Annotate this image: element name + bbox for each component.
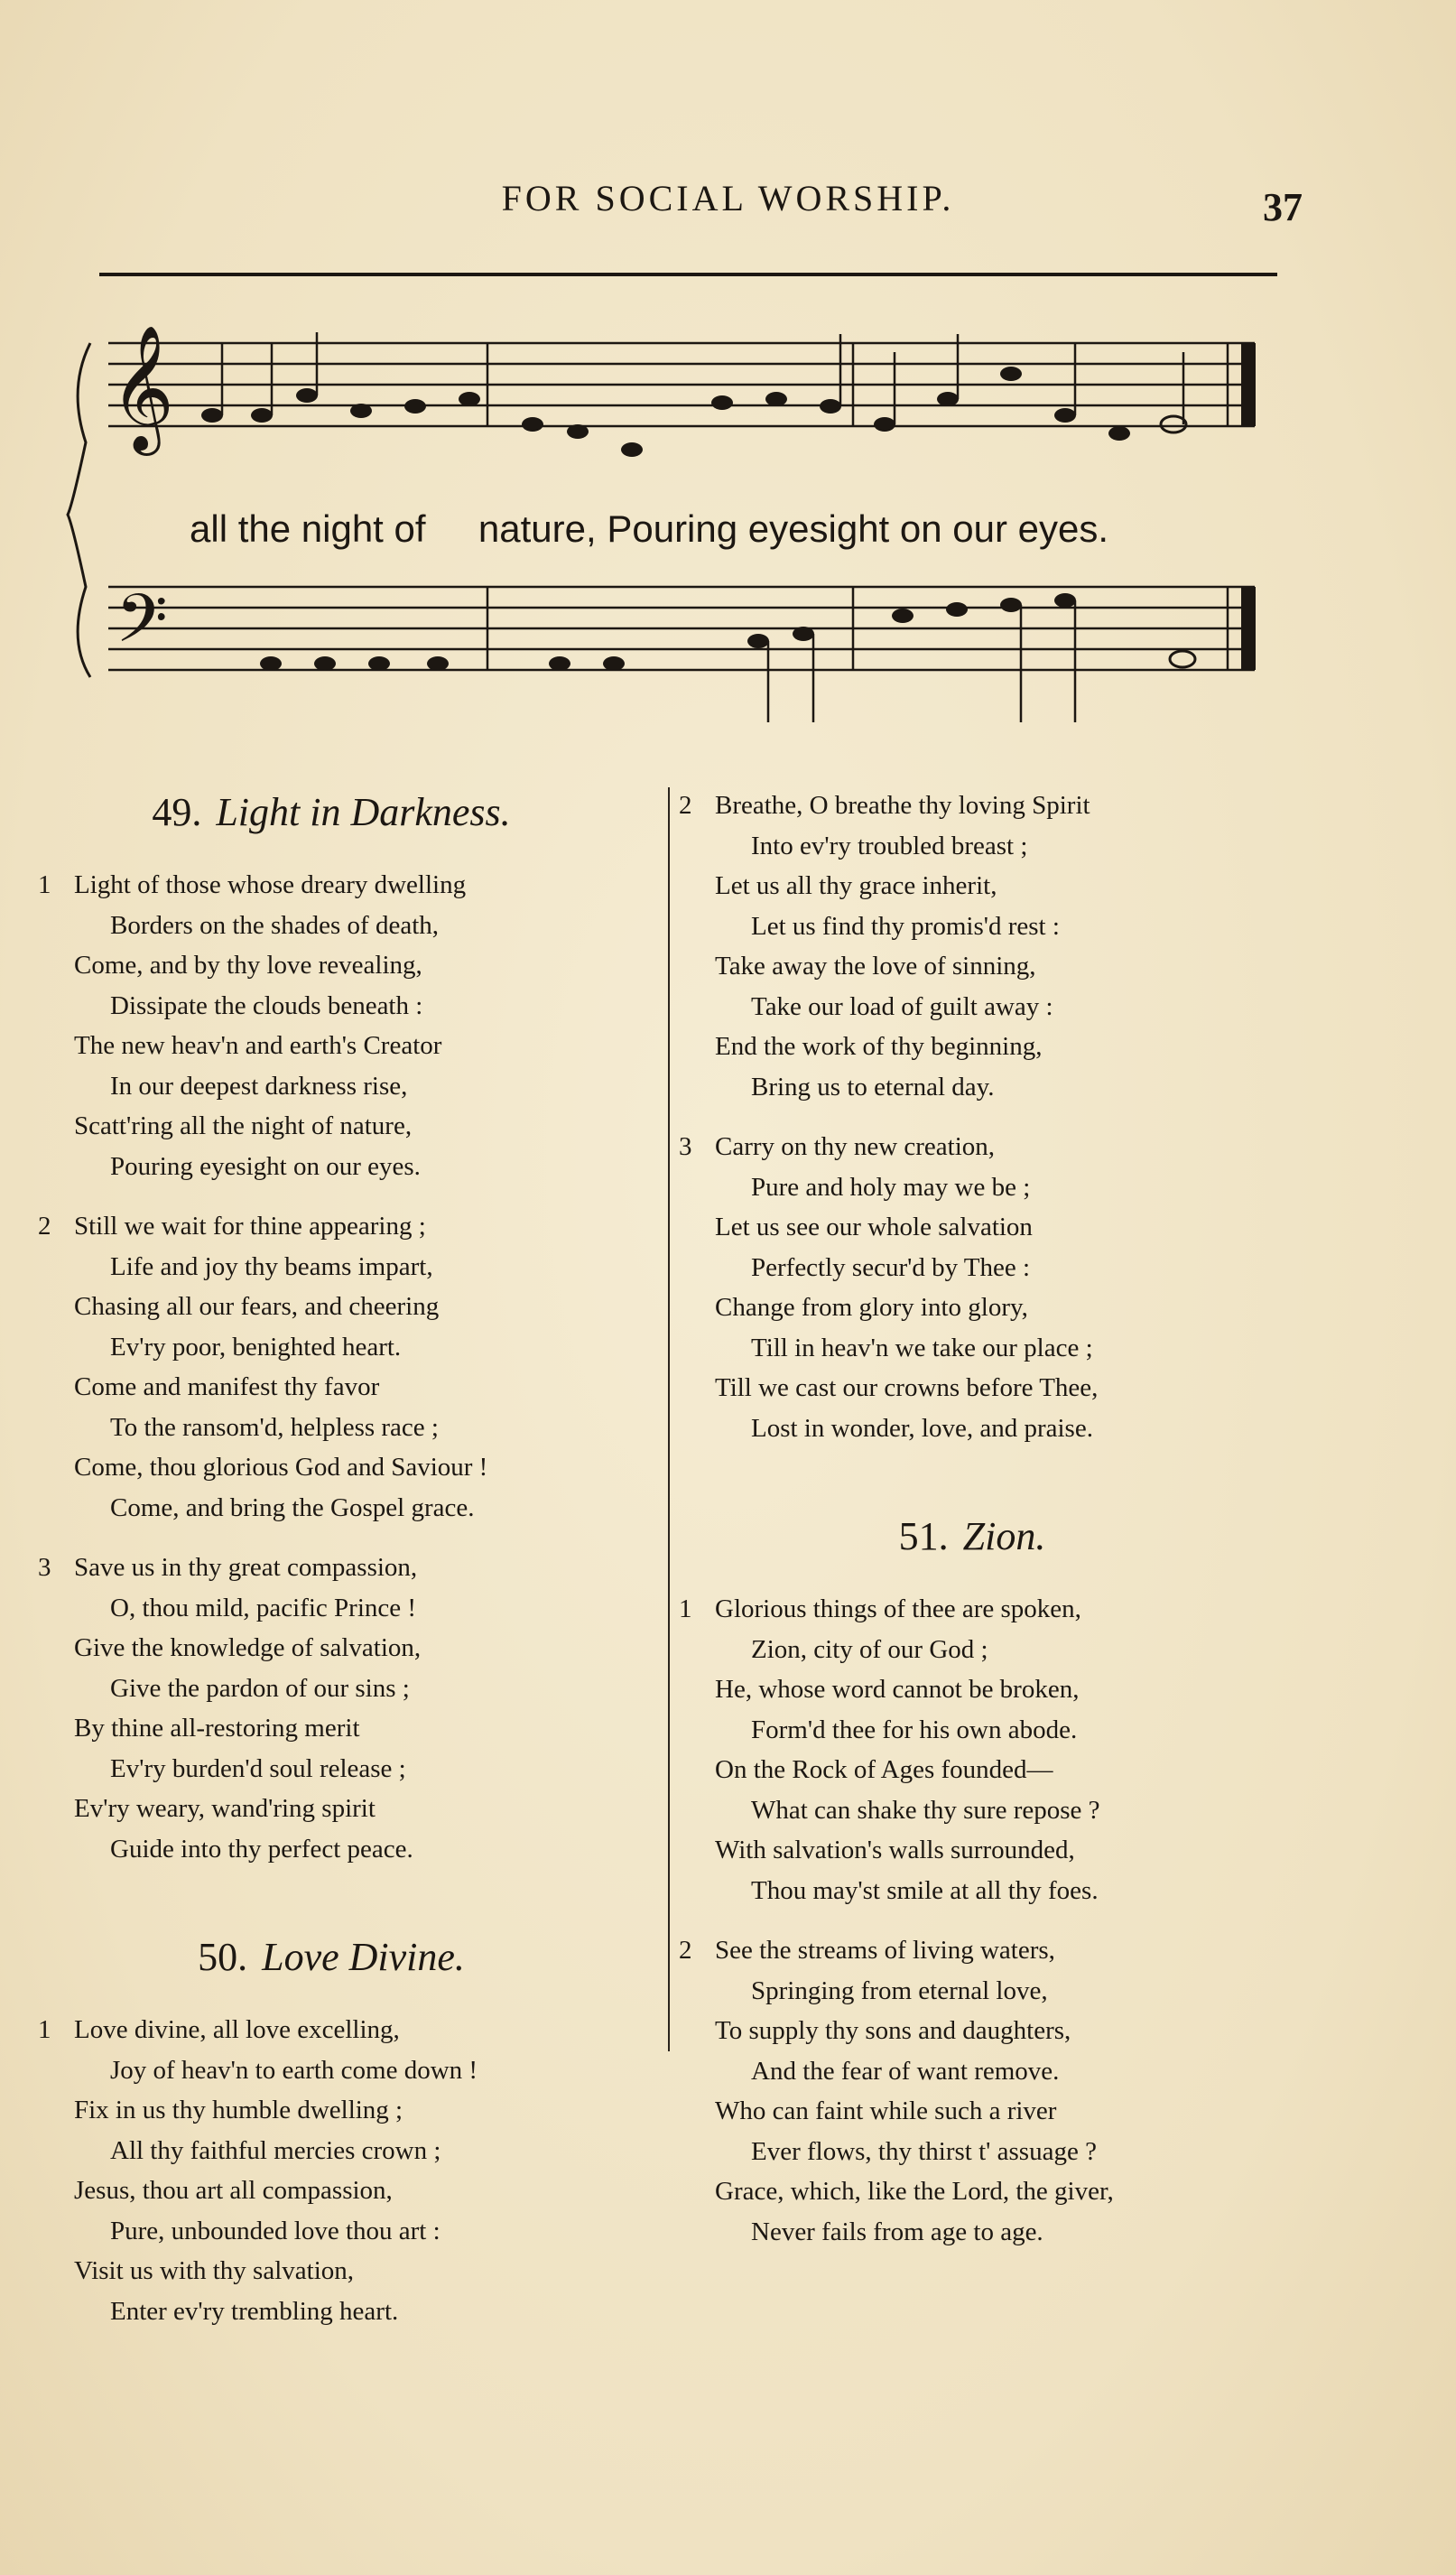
verse-line: What can shake thy sure repose ? [751,1795,1100,1825]
verse-line: Ever flows, thy thirst t' assuage ? [751,2136,1097,2166]
verse-line: Joy of heav'n to earth come down ! [110,2055,478,2085]
hymn-name: Zion. [962,1514,1046,1558]
verse-number: 2 [38,1212,51,1241]
music-lyric-line [190,507,1108,551]
verse-line: O, thou mild, pacific Prince ! [110,1593,417,1622]
verse-line: 3 Carry on thy new creation, [679,1127,1266,1167]
stanza [38,1206,625,1528]
verse-line: Visit us with thy salvation, [74,2256,355,2285]
verse-line: 3 Save us in thy great compassion, [38,1548,625,1588]
verse-line: Ev'ry poor, benighted heart. [110,1332,402,1362]
verse-number: 3 [679,1132,692,1161]
verse-line: Let us see our whole salvation [715,1213,1033,1241]
hymn-name: Light in Darkness. [216,790,511,834]
hymn-title [38,786,625,840]
verse-line: Borders on the shades of death, [110,910,440,940]
verse-line: Pure, unbounded love thou art : [110,2216,441,2245]
verse-line: Till we cast our crowns before Thee, [715,1373,1099,1402]
lyric-word: our [952,507,1007,550]
verse-line: Guide into thy perfect peace. [110,1834,413,1864]
stanza [679,1589,1266,1910]
music-score [54,298,1318,731]
verse-line: Form'd thee for his own abode. [751,1715,1078,1744]
verse-line: Who can faint while such a river [715,2096,1057,2125]
verse-line: Come, and by thy love revealing, [74,951,422,980]
page-number: 37 [1263,185,1303,229]
verse-line: Give the knowledge of salvation, [74,1633,422,1662]
hymn-title [38,1930,625,1985]
verse-line: He, whose word cannot be broken, [715,1675,1080,1704]
hymn-title [679,1510,1266,1564]
verse-number: 1 [38,2015,51,2044]
verse-line: Enter ev'ry trembling heart. [110,2296,399,2326]
svg-text:𝄢: 𝄢 [116,580,168,674]
stanza [679,1127,1266,1448]
verse-line: Zion, city of our God ; [751,1634,988,1664]
verse-line: Thou may'st smile at all thy foes. [751,1875,1099,1905]
stanza [679,1930,1266,2252]
verse-line: The new heav'n and earth's Creator [74,1031,442,1060]
verse-number: 1 [38,870,51,899]
verse-line: Let us all thy grace inherit, [715,871,997,900]
verse-line: Fix in us thy humble dwelling ; [74,2096,403,2124]
verse-line: 2 See the streams of living waters, [679,1930,1266,1971]
header-rule [99,273,1277,276]
left-column [38,786,625,2351]
verse-line: Scatt'ring all the night of nature, [74,1111,413,1140]
verse-line: Ev'ry burden'd soul release ; [110,1753,406,1783]
verse-line: 2 Breathe, O breathe thy loving Spirit [679,786,1266,826]
verse-line: To supply thy sons and daughters, [715,2016,1071,2045]
verse-line: Grace, which, like the Lord, the giver, [715,2177,1114,2206]
svg-text:𝄞: 𝄞 [110,325,174,451]
verse-line: Chasing all our fears, and cheering [74,1292,440,1321]
lyric-word: of [394,507,426,550]
verse-line: Let us find thy promis'd rest : [751,911,1060,941]
verse-line: Perfectly secur'd by Thee : [751,1252,1031,1282]
verse-line: Life and joy thy beams impart, [110,1251,433,1281]
hymn-number: 49. [152,790,202,834]
verse-line: Dissipate the clouds beneath : [110,990,423,1020]
stanza [679,786,1266,1107]
verse-number: 3 [38,1553,51,1582]
verse-line: Come, and bring the Gospel grace. [110,1492,475,1522]
verse-line: Till in heav'n we take our place ; [751,1333,1093,1362]
verse-line: Take our load of guilt away : [751,991,1053,1021]
lyric-word: night [301,507,384,550]
verse-line: And the fear of want remove. [751,2056,1060,2086]
verse-number: 1 [679,1594,692,1623]
verse-line: Take away the love of sinning, [715,952,1036,981]
lyric-word: on [899,507,942,550]
verse-line: On the Rock of Ages founded— [715,1755,1053,1784]
verse-line: Into ev'ry troubled breast ; [751,831,1028,860]
verse-line: Change from glory into glory, [715,1293,1028,1322]
running-title: FOR SOCIAL WORSHIP. [501,178,955,218]
running-head [0,177,1456,229]
verse-line: Give the pardon of our sins ; [110,1673,410,1703]
column-divider [668,787,670,2051]
hymn-number: 51. [898,1514,949,1558]
verse-line: 1 Light of those whose dreary dwelling [38,865,625,906]
verse-line: With salvation's walls surrounded, [715,1836,1075,1864]
hymn-name: Love Divine. [262,1935,465,1979]
verse-line: 1 Love divine, all love excelling, [38,2010,625,2050]
verse-line: Pure and holy may we be ; [751,1172,1031,1202]
verse-line: Bring us to eternal day. [751,1072,995,1102]
verse-line: Never fails from age to age. [751,2217,1043,2246]
hymn-number: 50. [198,1935,248,1979]
stanza [38,2010,625,2331]
verse-number: 2 [679,1936,692,1965]
lyric-word: all [190,507,228,550]
stanza [38,865,625,1186]
verse-line: Lost in wonder, love, and praise. [751,1413,1093,1443]
verse-line: 1 Glorious things of thee are spoken, [679,1589,1266,1630]
verse-line: Ev'ry weary, wand'ring spirit [74,1794,376,1823]
verse-line: By thine all-restoring merit [74,1714,360,1743]
verse-line: In our deepest darkness rise, [110,1071,408,1101]
verse-line: 2 Still we wait for thine appearing ; [38,1206,625,1247]
lyric-word: eyesight [747,507,890,550]
verse-line: To the ransom'd, helpless race ; [110,1412,439,1442]
lyric-word: the [237,507,292,550]
verse-line: Come, thou glorious God and Saviour ! [74,1453,488,1482]
right-column [679,786,1266,2272]
verse-number: 2 [679,791,692,820]
verse-line: End the work of thy beginning, [715,1032,1043,1061]
stanza [38,1548,625,1869]
lyric-word: Pouring [607,507,738,550]
verse-line: All thy faithful mercies crown ; [110,2135,441,2165]
lyric-word: nature, [478,507,597,550]
verse-line: Pouring eyesight on our eyes. [110,1151,421,1181]
verse-line: Springing from eternal love, [751,1975,1048,2005]
verse-line: Come and manifest thy favor [74,1372,380,1401]
verse-line: Jesus, thou art all compassion, [74,2176,393,2205]
lyric-word: eyes. [1017,507,1109,550]
